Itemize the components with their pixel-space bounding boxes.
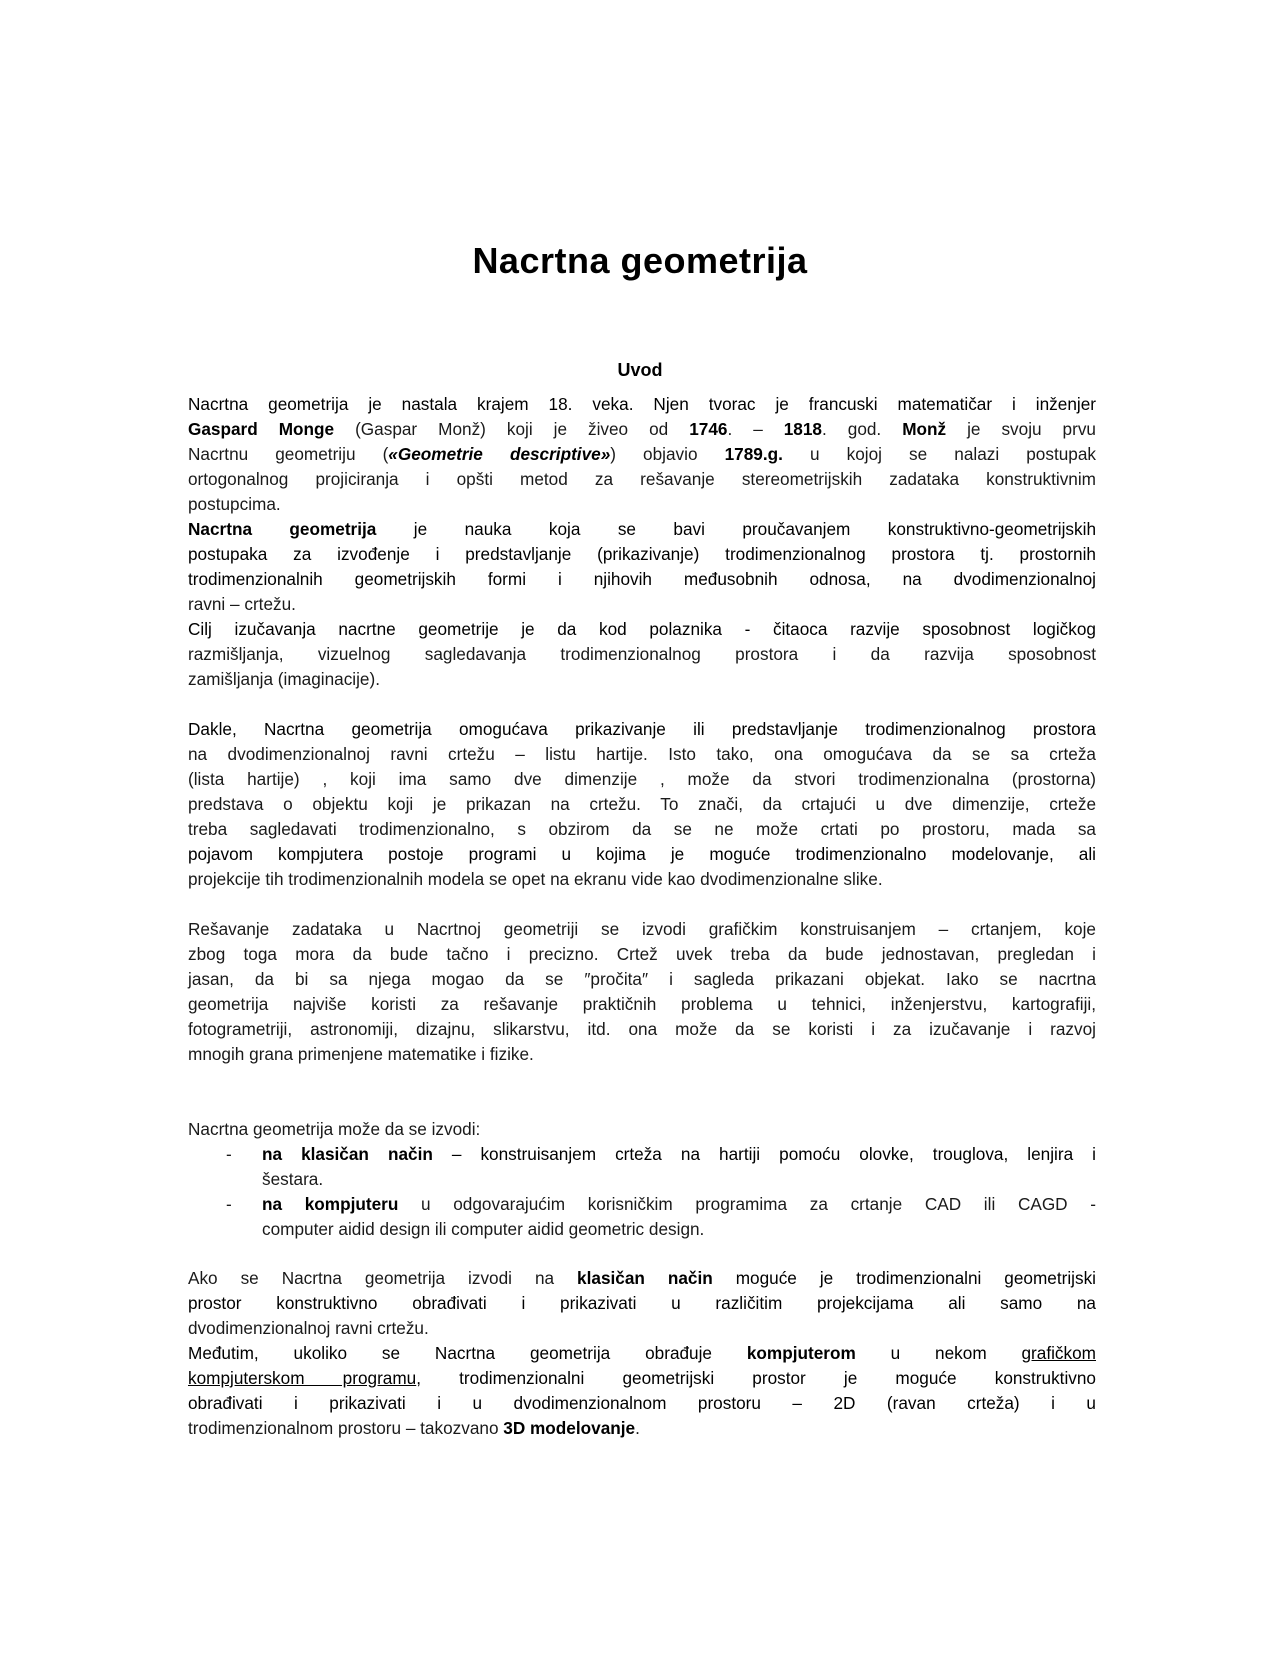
- text-line: [188, 417, 1096, 442]
- text-run: u odgovarajućim korisničkim programima za crtanje CAD ili CAGD -: [398, 1194, 1097, 1214]
- text-run: ) objavio: [610, 444, 725, 464]
- text-line: Dakle, Nacrtna geometrija omogućava prikazivanje ili predstavljanje trodimenzionalnog prostora: [188, 719, 1096, 739]
- text-line: zamišljanja (imaginacije).: [188, 669, 380, 689]
- text-run: Ako se Nacrtna geometrija izvodi na: [188, 1268, 578, 1288]
- text-run: trodimenzionalnom prostoru – takozvano: [188, 1418, 504, 1438]
- text-line: fotogrametriji, astronomiji, dizajnu, slikarstvu, itd. ona može da se koristi i za izučavanje i razvoj: [188, 1019, 1096, 1039]
- text-line: predstava o objektu koji je prikazan na crtežu. To znači, da crtajući u dve dimenzije, crteže: [188, 794, 1096, 814]
- text-line: na dvodimenzionalnoj ravni crtežu – listu hartije. Isto tako, ona omogućava da se sa crteža: [188, 744, 1096, 764]
- text-line: postupaka za izvođenje i predstavljanje (prikazivanje) trodimenzionalnog prostora tj. prostornih: [188, 544, 1096, 564]
- text-run: (Gaspar Monž) koji je živeo od: [334, 419, 690, 439]
- text-run: . god.: [822, 419, 903, 439]
- text-line: trodimenzionalnih geometrijskih formi i njihovih međusobnih odnosa, na dvodimenzionalnoj: [188, 569, 1096, 589]
- dash-bullet-icon: -: [226, 1194, 232, 1214]
- text-run: u nekom: [855, 1343, 1022, 1363]
- text-line: šestara.: [262, 1169, 324, 1189]
- text-line: mnogih grana primenjene matematike i fizike.: [188, 1044, 534, 1064]
- text-line: [262, 1142, 1096, 1167]
- text-run: je nauka koja se bavi proučavanjem konstruktivno-geometrijskih: [376, 519, 1096, 539]
- emphasis: 3D modelovanje: [503, 1418, 636, 1438]
- text-run: Međutim, ukoliko se Nacrtna geometrija obrađuje: [188, 1343, 747, 1363]
- text-run: Nacrtnu geometriju (: [188, 444, 389, 464]
- list-item: [188, 1192, 1096, 1242]
- paragraph-solving: [188, 917, 1096, 1067]
- text-line: obrađivati i prikazivati i u dvodimenzionalnom prostoru – 2D (ravan crteža) i u: [188, 1393, 1096, 1413]
- text-line: [188, 1266, 1096, 1291]
- text-line: projekcije tih trodimenzionalnih modela se opet na ekranu vide kao dvodimenzionalne slike.: [188, 869, 883, 889]
- text-run: je svoju prvu: [946, 419, 1096, 439]
- text-line: ortogonalnog projiciranja i opšti metod za rešavanje stereometrijskih zadataka konstruktivnim: [188, 469, 1096, 489]
- list-item: [188, 1142, 1096, 1192]
- person-name-short: Monž: [902, 419, 947, 439]
- text-line: razmišljanja, vizuelnog sagledavanja trodimenzionalnog prostora i da razvija sposobnost: [188, 644, 1096, 664]
- death-year: 1818: [783, 419, 822, 439]
- underlined-term: grafičkom: [1021, 1343, 1096, 1363]
- paragraph-goal: [188, 617, 1096, 692]
- text-run: , trodimenzionalni geometrijski prostor je moguće konstruktivno: [416, 1368, 1096, 1388]
- paragraph-computer: [188, 1341, 1096, 1441]
- text-line: prostor konstruktivno obrađivati i prikazivati u različitim projekcijama ali samo na: [188, 1293, 1096, 1313]
- text-line: [188, 1416, 1096, 1441]
- text-line: [188, 517, 1096, 542]
- paragraph-history: [188, 392, 1096, 517]
- publication-year: 1789.g.: [724, 444, 783, 464]
- methods-list: [188, 1117, 1096, 1242]
- text-run: – konstruisanjem crteža na hartiji pomoću olovke, trouglova, lenjira i: [432, 1144, 1096, 1164]
- text-line: postupcima.: [188, 494, 281, 514]
- book-title: «Geometrie descriptive»: [388, 444, 611, 464]
- text-line: pojavom kompjutera postoje programi u kojima je moguće trodimenzionalno modelovanje, ali: [188, 844, 1096, 864]
- text-line: [188, 442, 1096, 467]
- text-line: jasan, da bi sa njega mogao da se ″pročita″ i sagleda prikazani objekat. Iako se nacrtna: [188, 969, 1096, 989]
- text-line: ravni – crtežu.: [188, 594, 296, 614]
- birth-year: 1746: [689, 419, 728, 439]
- paragraph-classic: [188, 1266, 1096, 1341]
- dash-bullet-icon: -: [226, 1144, 232, 1164]
- list-intro: Nacrtna geometrija može da se izvodi:: [188, 1119, 481, 1139]
- method-label: na klasičan način: [262, 1144, 433, 1164]
- page-title: Nacrtna geometrija: [472, 240, 808, 281]
- text-run: moguće je trodimenzionalni geometrijski: [712, 1268, 1096, 1288]
- text-line: computer aidid design ili computer aidid geometric design.: [262, 1219, 705, 1239]
- text-line: dvodimenzionalnoj ravni crtežu.: [188, 1318, 429, 1338]
- text-run: . –: [727, 419, 784, 439]
- paragraph-representation: [188, 717, 1096, 892]
- paragraph-definition: [188, 517, 1096, 617]
- text-line: (lista hartije) , koji ima samo dve dimenzije , može da stvori trodimenzionalna (prostorna): [188, 769, 1096, 789]
- text-line: zbog toga mora da bude tačno i precizno. Crtež uvek treba da bude jednostavan, pregledan i: [188, 944, 1096, 964]
- text-line: treba sagledavati trodimenzionalno, s obzirom da se ne može crtati po prostoru, mada sa: [188, 819, 1096, 839]
- text-line: [262, 1192, 1096, 1217]
- underlined-term: kompjuterskom programu: [188, 1368, 417, 1388]
- text-line: [188, 1341, 1096, 1366]
- emphasis: klasičan način: [577, 1268, 713, 1288]
- text-line: Rešavanje zadataka u Nacrtnoj geometriji se izvodi grafičkim konstruisanjem – crtanjem, koje: [188, 919, 1096, 939]
- text-line: Cilj izučavanja nacrtne geometrije je da kod polaznika - čitaoca razvije sposobnost logičkog: [188, 619, 1096, 639]
- text-line: [188, 1366, 1096, 1391]
- term: Nacrtna geometrija: [188, 519, 377, 539]
- method-label: na kompjuteru: [262, 1194, 399, 1214]
- text-line: geometrija najviše koristi za rešavanje praktičnih problema u tehnici, inženjerstvu, kartografiji,: [188, 994, 1096, 1014]
- section-heading: Uvod: [617, 360, 663, 380]
- person-name: Gaspard Monge: [188, 419, 335, 439]
- text-run: .: [635, 1418, 640, 1438]
- text-line: Nacrtna geometrija je nastala krajem 18. veka. Njen tvorac je francuski matematičar i inženjer: [188, 394, 1096, 414]
- text-run: u kojoj se nalazi postupak: [782, 444, 1096, 464]
- emphasis: kompjuterom: [746, 1343, 856, 1363]
